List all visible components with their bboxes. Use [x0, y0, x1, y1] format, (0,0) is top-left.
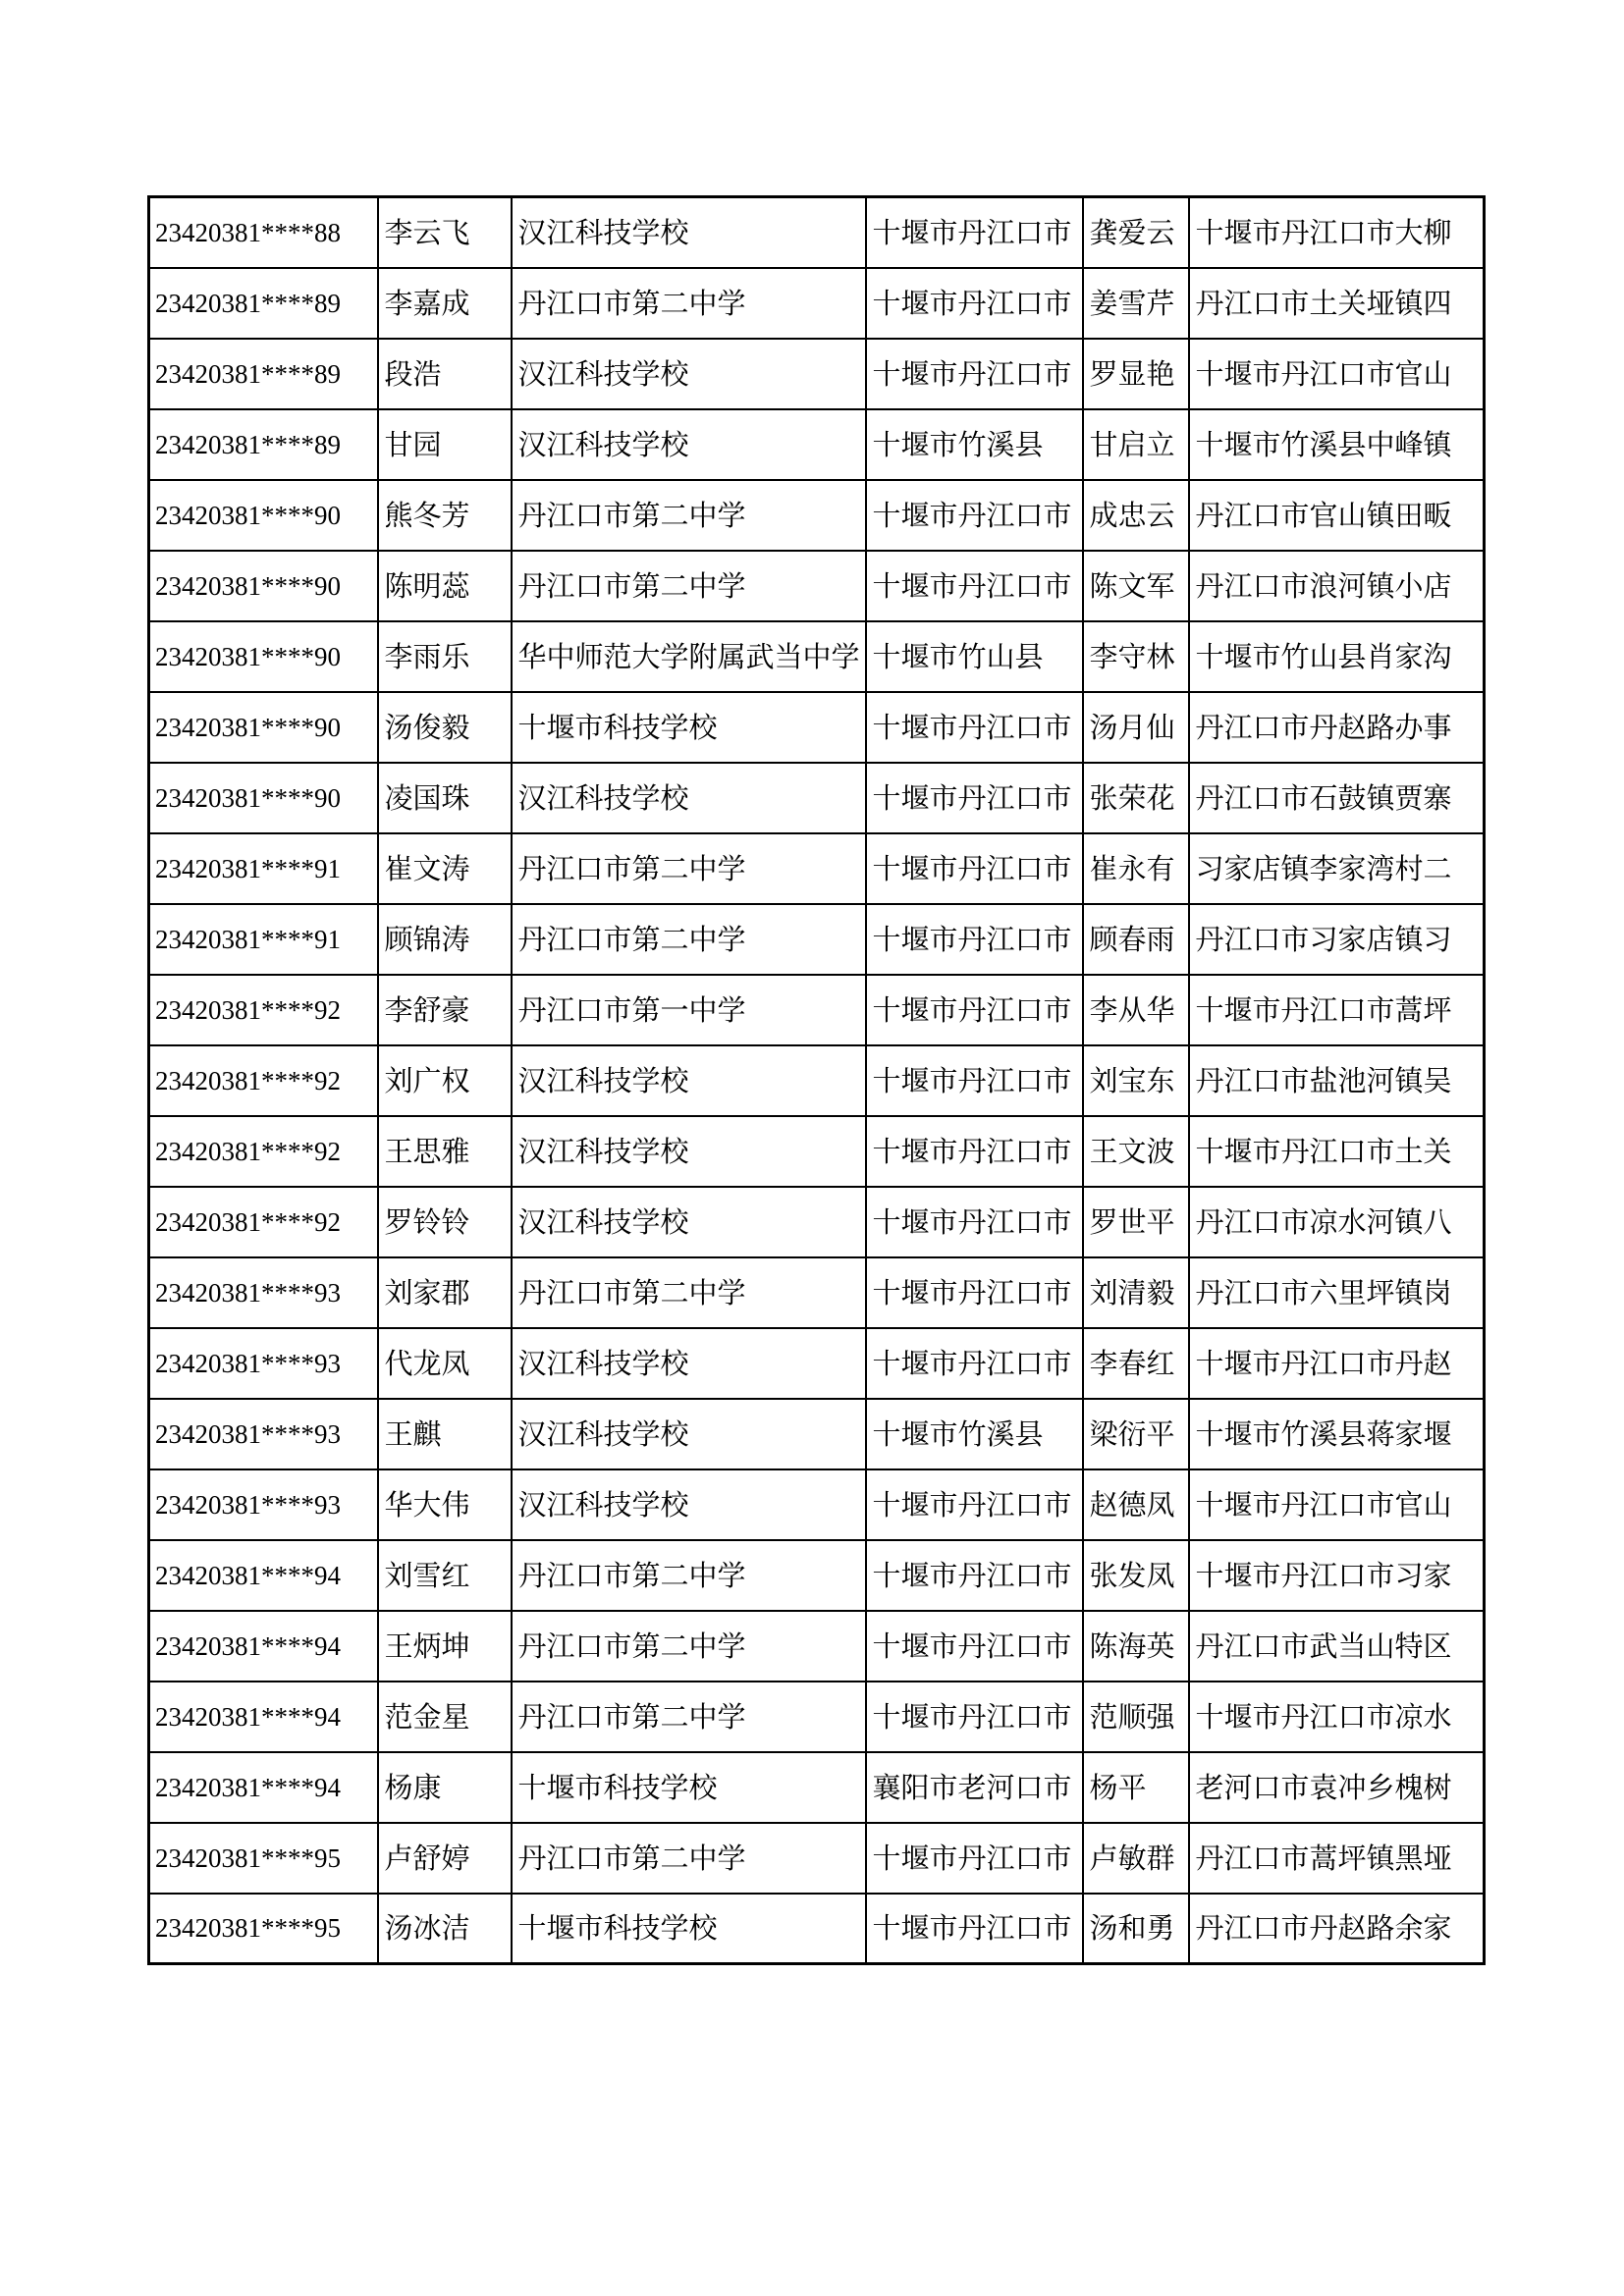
- guardian-name-cell: 张荣花: [1083, 763, 1189, 833]
- student-id-cell: 23420381****93: [149, 1469, 378, 1540]
- region-cell: 十堰市丹江口市: [866, 1257, 1083, 1328]
- address-cell: 丹江口市习家店镇习: [1189, 904, 1485, 975]
- school-cell: 十堰市科技学校: [512, 1894, 866, 1964]
- region-cell: 十堰市丹江口市: [866, 268, 1083, 339]
- school-cell: 汉江科技学校: [512, 1328, 866, 1399]
- school-cell: 丹江口市第二中学: [512, 904, 866, 975]
- guardian-name-cell: 陈海英: [1083, 1611, 1189, 1682]
- guardian-name-cell: 成忠云: [1083, 480, 1189, 551]
- school-cell: 汉江科技学校: [512, 1187, 866, 1257]
- student-id-cell: 23420381****95: [149, 1894, 378, 1964]
- address-cell: 老河口市袁冲乡槐树: [1189, 1752, 1485, 1823]
- region-cell: 十堰市竹溪县: [866, 409, 1083, 480]
- table-row: [149, 1045, 1485, 1116]
- table-row: [149, 692, 1485, 763]
- guardian-name-cell: 李春红: [1083, 1328, 1189, 1399]
- student-id-cell: 23420381****89: [149, 268, 378, 339]
- guardian-name-cell: 甘启立: [1083, 409, 1189, 480]
- table-row: [149, 1894, 1485, 1964]
- school-cell: 汉江科技学校: [512, 1469, 866, 1540]
- region-cell: 十堰市丹江口市: [866, 339, 1083, 409]
- table-row: [149, 268, 1485, 339]
- region-cell: 十堰市丹江口市: [866, 1540, 1083, 1611]
- region-cell: 十堰市丹江口市: [866, 904, 1083, 975]
- student-name-cell: 崔文涛: [378, 833, 512, 904]
- region-cell: 十堰市竹山县: [866, 621, 1083, 692]
- table-row: [149, 1540, 1485, 1611]
- region-cell: 十堰市丹江口市: [866, 763, 1083, 833]
- region-cell: 十堰市丹江口市: [866, 975, 1083, 1045]
- address-cell: 十堰市丹江口市官山: [1189, 1469, 1485, 1540]
- guardian-name-cell: 刘宝东: [1083, 1045, 1189, 1116]
- table-row: [149, 1116, 1485, 1187]
- student-id-cell: 23420381****91: [149, 833, 378, 904]
- student-id-cell: 23420381****92: [149, 1045, 378, 1116]
- student-name-cell: 汤冰洁: [378, 1894, 512, 1964]
- student-name-cell: 顾锦涛: [378, 904, 512, 975]
- address-cell: 丹江口市蒿坪镇黑垭: [1189, 1823, 1485, 1894]
- guardian-name-cell: 王文波: [1083, 1116, 1189, 1187]
- region-cell: 十堰市丹江口市: [866, 692, 1083, 763]
- table-row: [149, 904, 1485, 975]
- student-id-cell: 23420381****90: [149, 480, 378, 551]
- table-row: [149, 1752, 1485, 1823]
- student-id-cell: 23420381****95: [149, 1823, 378, 1894]
- school-cell: 汉江科技学校: [512, 1116, 866, 1187]
- student-id-cell: 23420381****90: [149, 621, 378, 692]
- student-name-cell: 甘园: [378, 409, 512, 480]
- region-cell: 十堰市丹江口市: [866, 551, 1083, 621]
- table-row: [149, 1257, 1485, 1328]
- student-id-cell: 23420381****91: [149, 904, 378, 975]
- student-id-cell: 23420381****94: [149, 1682, 378, 1752]
- student-name-cell: 王思雅: [378, 1116, 512, 1187]
- table-row: [149, 197, 1485, 268]
- region-cell: 十堰市丹江口市: [866, 1682, 1083, 1752]
- region-cell: 襄阳市老河口市: [866, 1752, 1083, 1823]
- school-cell: 汉江科技学校: [512, 1045, 866, 1116]
- region-cell: 十堰市丹江口市: [866, 197, 1083, 268]
- school-cell: 十堰市科技学校: [512, 692, 866, 763]
- guardian-name-cell: 汤月仙: [1083, 692, 1189, 763]
- school-cell: 丹江口市第二中学: [512, 551, 866, 621]
- student-id-cell: 23420381****90: [149, 763, 378, 833]
- school-cell: 丹江口市第二中学: [512, 1611, 866, 1682]
- table-row: [149, 1187, 1485, 1257]
- student-name-cell: 刘雪红: [378, 1540, 512, 1611]
- address-cell: 丹江口市石鼓镇贾寨: [1189, 763, 1485, 833]
- school-cell: 丹江口市第二中学: [512, 1682, 866, 1752]
- student-id-cell: 23420381****93: [149, 1399, 378, 1469]
- region-cell: 十堰市丹江口市: [866, 1116, 1083, 1187]
- address-cell: 丹江口市丹赵路办事: [1189, 692, 1485, 763]
- student-id-cell: 23420381****90: [149, 692, 378, 763]
- address-cell: 十堰市丹江口市官山: [1189, 339, 1485, 409]
- student-name-cell: 李云飞: [378, 197, 512, 268]
- address-cell: 丹江口市凉水河镇八: [1189, 1187, 1485, 1257]
- guardian-name-cell: 汤和勇: [1083, 1894, 1189, 1964]
- school-cell: 丹江口市第二中学: [512, 1823, 866, 1894]
- address-cell: 十堰市丹江口市土关: [1189, 1116, 1485, 1187]
- address-cell: 十堰市丹江口市习家: [1189, 1540, 1485, 1611]
- student-id-cell: 23420381****90: [149, 551, 378, 621]
- student-name-cell: 段浩: [378, 339, 512, 409]
- address-cell: 十堰市丹江口市大柳: [1189, 197, 1485, 268]
- student-name-cell: 罗铃铃: [378, 1187, 512, 1257]
- student-id-cell: 23420381****88: [149, 197, 378, 268]
- guardian-name-cell: 罗显艳: [1083, 339, 1189, 409]
- guardian-name-cell: 卢敏群: [1083, 1823, 1189, 1894]
- guardian-name-cell: 崔永有: [1083, 833, 1189, 904]
- student-id-cell: 23420381****92: [149, 1116, 378, 1187]
- student-name-cell: 华大伟: [378, 1469, 512, 1540]
- student-id-cell: 23420381****94: [149, 1752, 378, 1823]
- address-cell: 十堰市竹溪县蒋家堰: [1189, 1399, 1485, 1469]
- guardian-name-cell: 梁衍平: [1083, 1399, 1189, 1469]
- table-row: [149, 1682, 1485, 1752]
- student-roster-table: [147, 195, 1486, 1965]
- school-cell: 丹江口市第二中学: [512, 480, 866, 551]
- address-cell: 丹江口市六里坪镇岗: [1189, 1257, 1485, 1328]
- region-cell: 十堰市丹江口市: [866, 1045, 1083, 1116]
- student-name-cell: 李嘉成: [378, 268, 512, 339]
- table-row: [149, 480, 1485, 551]
- region-cell: 十堰市丹江口市: [866, 1611, 1083, 1682]
- guardian-name-cell: 罗世平: [1083, 1187, 1189, 1257]
- region-cell: 十堰市丹江口市: [866, 1823, 1083, 1894]
- school-cell: 丹江口市第一中学: [512, 975, 866, 1045]
- student-id-cell: 23420381****89: [149, 409, 378, 480]
- region-cell: 十堰市丹江口市: [866, 833, 1083, 904]
- table-row: [149, 621, 1485, 692]
- table-row: [149, 551, 1485, 621]
- school-cell: 华中师范大学附属武当中学: [512, 621, 866, 692]
- address-cell: 十堰市竹溪县中峰镇: [1189, 409, 1485, 480]
- address-cell: 丹江口市盐池河镇吴: [1189, 1045, 1485, 1116]
- student-name-cell: 王炳坤: [378, 1611, 512, 1682]
- table-row: [149, 763, 1485, 833]
- student-id-cell: 23420381****94: [149, 1540, 378, 1611]
- address-cell: 丹江口市浪河镇小店: [1189, 551, 1485, 621]
- student-name-cell: 熊冬芳: [378, 480, 512, 551]
- guardian-name-cell: 赵德凤: [1083, 1469, 1189, 1540]
- address-cell: 十堰市丹江口市凉水: [1189, 1682, 1485, 1752]
- table-row: [149, 833, 1485, 904]
- student-name-cell: 王麒: [378, 1399, 512, 1469]
- guardian-name-cell: 范顺强: [1083, 1682, 1189, 1752]
- student-name-cell: 卢舒婷: [378, 1823, 512, 1894]
- guardian-name-cell: 龚爱云: [1083, 197, 1189, 268]
- school-cell: 丹江口市第二中学: [512, 1257, 866, 1328]
- region-cell: 十堰市丹江口市: [866, 1469, 1083, 1540]
- table-row: [149, 1823, 1485, 1894]
- school-cell: 丹江口市第二中学: [512, 833, 866, 904]
- address-cell: 十堰市丹江口市丹赵: [1189, 1328, 1485, 1399]
- guardian-name-cell: 陈文军: [1083, 551, 1189, 621]
- guardian-name-cell: 杨平: [1083, 1752, 1189, 1823]
- student-id-cell: 23420381****92: [149, 1187, 378, 1257]
- student-name-cell: 陈明蕊: [378, 551, 512, 621]
- student-id-cell: 23420381****89: [149, 339, 378, 409]
- region-cell: 十堰市丹江口市: [866, 480, 1083, 551]
- address-cell: 丹江口市丹赵路余家: [1189, 1894, 1485, 1964]
- address-cell: 习家店镇李家湾村二: [1189, 833, 1485, 904]
- table-row: [149, 975, 1485, 1045]
- address-cell: 丹江口市官山镇田畈: [1189, 480, 1485, 551]
- student-id-cell: 23420381****94: [149, 1611, 378, 1682]
- guardian-name-cell: 张发凤: [1083, 1540, 1189, 1611]
- table-row: [149, 1611, 1485, 1682]
- table-row: [149, 409, 1485, 480]
- student-name-cell: 代龙凤: [378, 1328, 512, 1399]
- school-cell: 汉江科技学校: [512, 1399, 866, 1469]
- region-cell: 十堰市丹江口市: [866, 1187, 1083, 1257]
- school-cell: 汉江科技学校: [512, 763, 866, 833]
- student-name-cell: 李舒豪: [378, 975, 512, 1045]
- student-id-cell: 23420381****93: [149, 1257, 378, 1328]
- guardian-name-cell: 李从华: [1083, 975, 1189, 1045]
- table-row: [149, 1328, 1485, 1399]
- guardian-name-cell: 顾春雨: [1083, 904, 1189, 975]
- address-cell: 丹江口市土关垭镇四: [1189, 268, 1485, 339]
- region-cell: 十堰市丹江口市: [866, 1328, 1083, 1399]
- school-cell: 汉江科技学校: [512, 339, 866, 409]
- student-name-cell: 范金星: [378, 1682, 512, 1752]
- table-row: [149, 1469, 1485, 1540]
- school-cell: 丹江口市第二中学: [512, 268, 866, 339]
- guardian-name-cell: 姜雪芹: [1083, 268, 1189, 339]
- student-name-cell: 李雨乐: [378, 621, 512, 692]
- guardian-name-cell: 李守林: [1083, 621, 1189, 692]
- guardian-name-cell: 刘清毅: [1083, 1257, 1189, 1328]
- school-cell: 丹江口市第二中学: [512, 1540, 866, 1611]
- address-cell: 丹江口市武当山特区: [1189, 1611, 1485, 1682]
- student-name-cell: 刘家郡: [378, 1257, 512, 1328]
- school-cell: 汉江科技学校: [512, 409, 866, 480]
- student-name-cell: 刘广权: [378, 1045, 512, 1116]
- student-id-cell: 23420381****92: [149, 975, 378, 1045]
- address-cell: 十堰市竹山县肖家沟: [1189, 621, 1485, 692]
- student-name-cell: 汤俊毅: [378, 692, 512, 763]
- region-cell: 十堰市丹江口市: [866, 1894, 1083, 1964]
- table-row: [149, 339, 1485, 409]
- table-row: [149, 1399, 1485, 1469]
- school-cell: 十堰市科技学校: [512, 1752, 866, 1823]
- student-name-cell: 凌国珠: [378, 763, 512, 833]
- roster-body: [149, 197, 1485, 1964]
- address-cell: 十堰市丹江口市蒿坪: [1189, 975, 1485, 1045]
- region-cell: 十堰市竹溪县: [866, 1399, 1083, 1469]
- student-name-cell: 杨康: [378, 1752, 512, 1823]
- school-cell: 汉江科技学校: [512, 197, 866, 268]
- student-id-cell: 23420381****93: [149, 1328, 378, 1399]
